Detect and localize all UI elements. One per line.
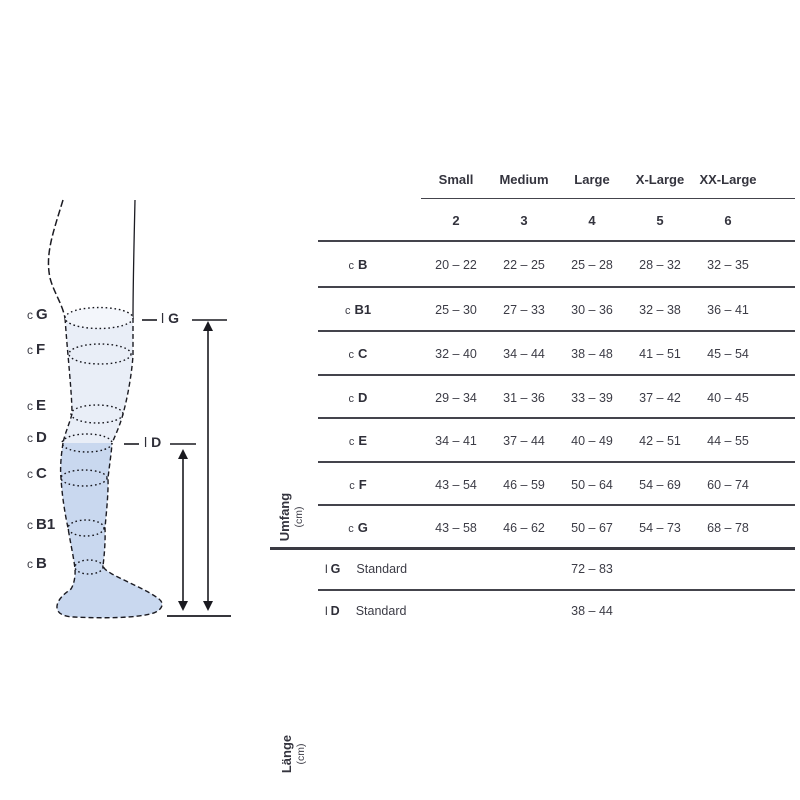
measure-label bbox=[318, 257, 422, 272]
value-xlarge: 41 – 51 bbox=[639, 346, 681, 361]
label-letter: B1 bbox=[354, 302, 372, 317]
label-prefix: c bbox=[348, 523, 354, 535]
label-prefix: c bbox=[27, 308, 33, 322]
label-prefix: l bbox=[144, 434, 148, 450]
label-prefix: c bbox=[27, 467, 33, 481]
label-prefix: c bbox=[344, 305, 351, 317]
length-type: Standard bbox=[355, 604, 407, 618]
length-row-ld bbox=[270, 590, 795, 632]
size-number: 3 bbox=[520, 212, 528, 228]
leg-label-cg bbox=[27, 306, 48, 324]
size-number-row bbox=[270, 198, 795, 242]
value-medium: 27 – 33 bbox=[503, 302, 545, 317]
value-xlarge: 54 – 69 bbox=[639, 477, 681, 492]
size-table bbox=[270, 160, 795, 774]
label-prefix: c bbox=[349, 480, 355, 492]
label-prefix: c bbox=[27, 518, 33, 532]
size-header-medium: Medium bbox=[499, 171, 549, 187]
value-medium: 31 – 36 bbox=[503, 390, 545, 405]
label-prefix: c bbox=[27, 343, 33, 357]
value-small: 29 – 34 bbox=[435, 390, 477, 405]
length-label-cell bbox=[318, 562, 422, 576]
value-small: 20 – 22 bbox=[435, 257, 477, 272]
value-medium: 34 – 44 bbox=[503, 346, 545, 361]
value-medium: 46 – 62 bbox=[503, 520, 545, 535]
circumference-row bbox=[270, 462, 795, 507]
circumference-row bbox=[270, 242, 795, 287]
label-letter: F bbox=[358, 477, 367, 492]
value-xxlarge: 60 – 74 bbox=[707, 477, 749, 492]
size-number: 6 bbox=[724, 212, 732, 228]
label-letter: G bbox=[357, 520, 368, 535]
measure-label bbox=[318, 390, 422, 405]
value-large: 38 – 44 bbox=[571, 604, 613, 618]
size-header-small: Small bbox=[438, 171, 474, 187]
leg-label-cb1 bbox=[27, 516, 55, 534]
label-letter: G bbox=[168, 310, 180, 326]
label-prefix: l bbox=[161, 310, 165, 326]
measure-label bbox=[318, 346, 422, 361]
value-medium: 46 – 59 bbox=[503, 477, 545, 492]
label-letter: D bbox=[330, 604, 340, 618]
label-prefix: c bbox=[348, 349, 355, 361]
value-small: 43 – 54 bbox=[435, 477, 477, 492]
label-prefix: l bbox=[325, 604, 328, 618]
label-prefix: c bbox=[27, 557, 33, 571]
value-large: 25 – 28 bbox=[571, 257, 613, 272]
label-prefix: c bbox=[348, 260, 355, 272]
label-letter: E bbox=[36, 397, 47, 414]
circumference-row bbox=[270, 505, 795, 550]
leg-label-cd bbox=[27, 429, 47, 447]
label-letter: G bbox=[36, 306, 48, 323]
value-xlarge: 54 – 73 bbox=[639, 520, 681, 535]
label-letter: G bbox=[330, 562, 341, 576]
label-letter: E bbox=[358, 433, 368, 448]
value-small: 32 – 40 bbox=[435, 346, 477, 361]
value-xlarge: 28 – 32 bbox=[639, 257, 681, 272]
measure-label bbox=[318, 477, 422, 492]
size-header-row bbox=[270, 160, 795, 198]
label-letter: C bbox=[358, 346, 368, 361]
label-prefix: c bbox=[27, 399, 33, 413]
circumference-row bbox=[270, 418, 795, 463]
size-header-xlarge: X-Large bbox=[635, 171, 685, 187]
length-g-indicator bbox=[142, 320, 227, 611]
value-large: 50 – 64 bbox=[571, 477, 613, 492]
value-xxlarge: 32 – 35 bbox=[707, 257, 749, 272]
value-large: 30 – 36 bbox=[571, 302, 613, 317]
size-number: 5 bbox=[656, 212, 664, 228]
leg-label-cc bbox=[27, 465, 47, 483]
value-large: 50 – 67 bbox=[571, 520, 613, 535]
value-large: 38 – 48 bbox=[571, 346, 613, 361]
value-xxlarge: 40 – 45 bbox=[707, 390, 749, 405]
value-small: 43 – 58 bbox=[435, 520, 477, 535]
circumference-row bbox=[270, 331, 795, 376]
label-letter: F bbox=[36, 341, 46, 358]
value-xlarge: 32 – 38 bbox=[639, 302, 681, 317]
value-xxlarge: 45 – 54 bbox=[707, 346, 749, 361]
label-letter: B1 bbox=[36, 516, 56, 533]
label-letter: C bbox=[36, 465, 47, 482]
size-header-large: Large bbox=[574, 171, 610, 187]
length-row-lg bbox=[270, 548, 795, 590]
value-large: 72 – 83 bbox=[571, 562, 613, 576]
circumference-row bbox=[270, 375, 795, 420]
label-prefix: c bbox=[348, 436, 355, 448]
value-xxlarge: 36 – 41 bbox=[707, 302, 749, 317]
label-prefix: c bbox=[348, 393, 355, 405]
measure-label bbox=[318, 520, 422, 535]
size-number: 4 bbox=[588, 212, 596, 228]
leg-illustration-svg bbox=[0, 0, 260, 680]
label-prefix: l bbox=[325, 562, 328, 576]
label-letter: B bbox=[36, 555, 47, 572]
leg-diagram bbox=[0, 0, 260, 680]
header-rule bbox=[421, 198, 795, 199]
value-large: 40 – 49 bbox=[571, 433, 613, 448]
value-medium: 22 – 25 bbox=[503, 257, 545, 272]
value-xlarge: 37 – 42 bbox=[639, 390, 681, 405]
leg-label-cb bbox=[27, 555, 47, 573]
value-large: 33 – 39 bbox=[571, 390, 613, 405]
value-small: 25 – 30 bbox=[435, 302, 477, 317]
value-xxlarge: 44 – 55 bbox=[707, 433, 749, 448]
value-medium: 37 – 44 bbox=[503, 433, 545, 448]
size-header-xxlarge: XX-Large bbox=[699, 171, 757, 187]
value-xlarge: 42 – 51 bbox=[639, 433, 681, 448]
length-label-lg bbox=[161, 310, 179, 327]
label-letter: B bbox=[358, 257, 368, 272]
umfang-section-label: Umfang (cm) bbox=[277, 492, 305, 542]
size-number: 2 bbox=[452, 212, 460, 228]
circumference-row bbox=[270, 287, 795, 332]
value-xxlarge: 68 – 78 bbox=[707, 520, 749, 535]
leg-label-ce bbox=[27, 397, 46, 415]
length-label-cell bbox=[318, 604, 422, 618]
label-letter: D bbox=[151, 434, 162, 450]
measure-label bbox=[318, 302, 422, 317]
measure-label bbox=[318, 433, 422, 448]
label-prefix: c bbox=[27, 431, 33, 445]
length-label-ld bbox=[144, 434, 161, 451]
row-rule bbox=[318, 589, 795, 591]
laenge-section-label: Länge (cm) bbox=[279, 734, 307, 774]
label-letter: D bbox=[36, 429, 47, 446]
value-small: 34 – 41 bbox=[435, 433, 477, 448]
length-type: Standard bbox=[356, 562, 408, 576]
leg-label-cf bbox=[27, 341, 45, 359]
label-letter: D bbox=[358, 390, 368, 405]
